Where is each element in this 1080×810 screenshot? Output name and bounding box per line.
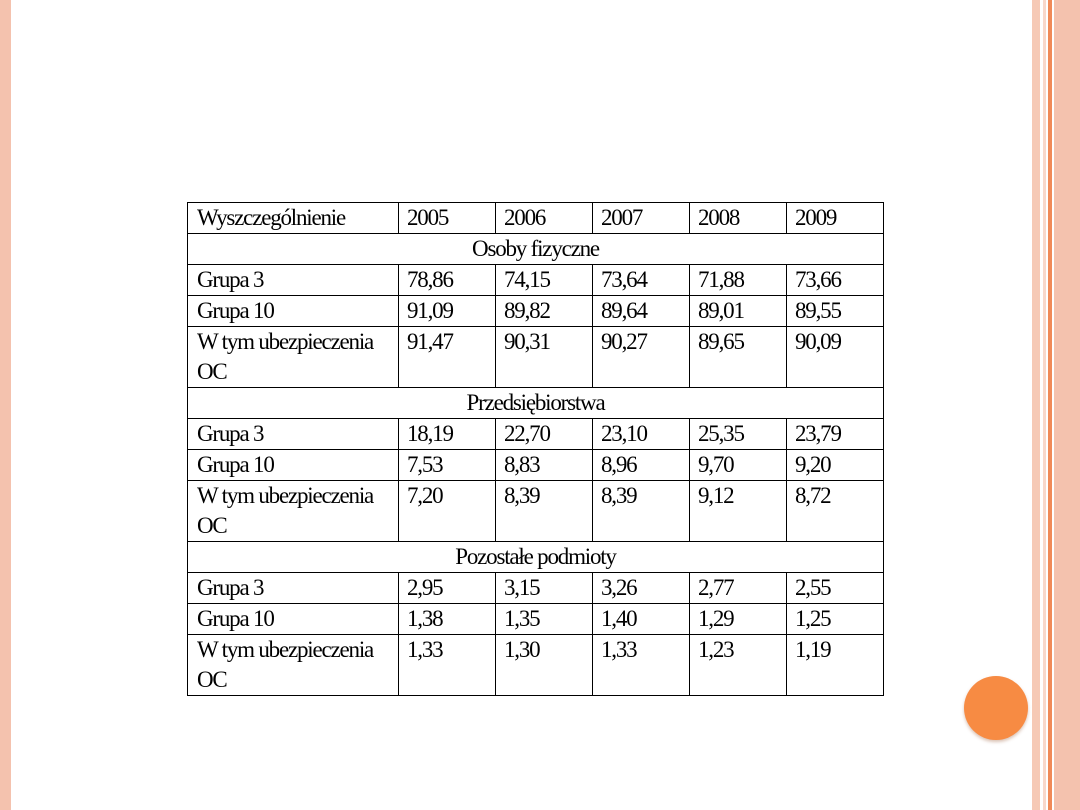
table-cell: 1,35 (496, 604, 593, 635)
table-cell: 8,96 (593, 450, 690, 481)
table-cell: 89,55 (787, 296, 884, 327)
table-cell: 78,86 (399, 265, 496, 296)
row-label: Grupa 3 (188, 573, 399, 604)
table-cell: 1,38 (399, 604, 496, 635)
table-cell: 89,82 (496, 296, 593, 327)
right-border-stripe (1054, 0, 1080, 810)
table-cell: 8,39 (593, 481, 690, 542)
table-cell: 23,79 (787, 419, 884, 450)
table-row (188, 296, 884, 327)
table-cell: 3,15 (496, 573, 593, 604)
row-label: W tym ubezpieczenia OC (188, 635, 399, 696)
right-border-stripe (1032, 0, 1040, 810)
table-cell: 1,40 (593, 604, 690, 635)
table-cell: 8,72 (787, 481, 884, 542)
table-cell: 3,26 (593, 573, 690, 604)
insurance-data-table (187, 202, 884, 696)
table-cell: 2,55 (787, 573, 884, 604)
right-border-stripe (1043, 0, 1046, 810)
table-cell: 1,19 (787, 635, 884, 696)
row-label: Grupa 3 (188, 419, 399, 450)
table-row (188, 573, 884, 604)
header-cell: 2007 (593, 203, 690, 234)
table-cell: 90,09 (787, 327, 884, 388)
table-cell: 71,88 (690, 265, 787, 296)
table-cell: 73,66 (787, 265, 884, 296)
table-row (188, 419, 884, 450)
table-header-row (188, 203, 884, 234)
table-cell: 9,70 (690, 450, 787, 481)
row-label: Grupa 10 (188, 296, 399, 327)
table-cell: 74,15 (496, 265, 593, 296)
table-cell: 89,64 (593, 296, 690, 327)
right-decorative-border (1032, 0, 1080, 810)
row-label: Grupa 10 (188, 450, 399, 481)
table-cell: 1,23 (690, 635, 787, 696)
table-cell: 25,35 (690, 419, 787, 450)
table-row (188, 265, 884, 296)
section-title: Osoby fizyczne (188, 234, 884, 265)
table-cell: 91,47 (399, 327, 496, 388)
table-cell: 89,01 (690, 296, 787, 327)
header-cell: 2005 (399, 203, 496, 234)
right-border-stripe (1048, 0, 1052, 810)
table-row (188, 481, 884, 542)
table-cell: 8,83 (496, 450, 593, 481)
table-row (188, 450, 884, 481)
row-label: Grupa 10 (188, 604, 399, 635)
table-cell: 2,77 (690, 573, 787, 604)
table-cell: 18,19 (399, 419, 496, 450)
row-label: W tym ubezpieczenia OC (188, 327, 399, 388)
table-cell: 90,31 (496, 327, 593, 388)
orange-circle-decoration (964, 676, 1028, 740)
left-decorative-border (0, 0, 11, 810)
table-cell: 1,33 (399, 635, 496, 696)
table-cell: 22,70 (496, 419, 593, 450)
table-cell: 9,20 (787, 450, 884, 481)
table-cell: 9,12 (690, 481, 787, 542)
row-label: Grupa 3 (188, 265, 399, 296)
table-cell: 89,65 (690, 327, 787, 388)
section-title: Przedsiębiorstwa (188, 388, 884, 419)
table-cell: 90,27 (593, 327, 690, 388)
table-cell: 1,30 (496, 635, 593, 696)
table-cell: 91,09 (399, 296, 496, 327)
table-cell: 7,53 (399, 450, 496, 481)
section-row (188, 388, 884, 419)
header-cell: Wyszczególnienie (188, 203, 399, 234)
table-cell: 7,20 (399, 481, 496, 542)
header-cell: 2009 (787, 203, 884, 234)
section-title: Pozostałe podmioty (188, 542, 884, 573)
table-cell: 8,39 (496, 481, 593, 542)
section-row (188, 542, 884, 573)
row-label: W tym ubezpieczenia OC (188, 481, 399, 542)
table-cell: 1,29 (690, 604, 787, 635)
table-cell: 1,25 (787, 604, 884, 635)
section-row (188, 234, 884, 265)
table-row (188, 327, 884, 388)
table-cell: 73,64 (593, 265, 690, 296)
table-row (188, 635, 884, 696)
table-cell: 23,10 (593, 419, 690, 450)
data-table-container (187, 202, 884, 696)
table-cell: 2,95 (399, 573, 496, 604)
header-cell: 2006 (496, 203, 593, 234)
table-cell: 1,33 (593, 635, 690, 696)
table-row (188, 604, 884, 635)
header-cell: 2008 (690, 203, 787, 234)
